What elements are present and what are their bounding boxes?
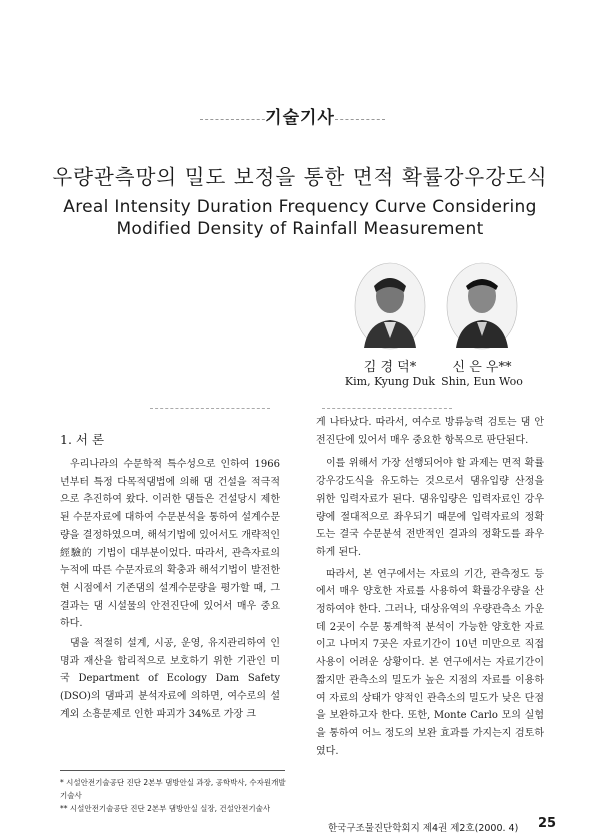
- author-1-name-en: Kim, Kyung Duk: [344, 375, 436, 388]
- page-number: 25: [538, 816, 557, 831]
- title-english-line1: Areal Intensity Duration Frequency Curve Considering: [63, 197, 537, 217]
- author-1-name-ko: 김 경 덕*: [363, 360, 417, 375]
- section-heading: 1. 서 론: [60, 432, 105, 447]
- title-english-line2: Modified Density of Rainfall Measurement: [116, 219, 484, 239]
- author-portrait-icon: [446, 262, 518, 350]
- separator-left: [150, 408, 270, 409]
- author-1: [340, 262, 440, 388]
- right-paragraph-2: 이를 위해서 가장 선행되어야 할 과제는 면적 확률강우강도식을 유도하는 것으로서 댐유입량 산정을 위한 입력자료가 된다. 댐유입량은 입력자료인 강우량에 절대적으로 좌우되기 때문에 입력자료의 정확도는 결국 수문분석 전반적인 결과의 정확도를 좌우하게 된다.: [316, 458, 544, 558]
- separator-right: [322, 408, 452, 409]
- title-english: [0, 196, 600, 240]
- right-paragraph-3: 따라서, 본 연구에서는 자료의 기간, 관측정도 등에서 매우 양호한 자료를 사용하여 확률강우량을 산정하여야 한다. 그러나, 대상유역의 우량관측소 가운데 2곳이 수문 통계학적 분석이 가능한 양호한 자료이고 나머지 7곳은 자료기간이 10년 미만으로 직접 사용이 어려운 상황이다. 본 연구에서는 자료기간이 짧지만 관측소의 밀도가 높은 지점의 자료를 이용하여 자료의 상태가 양적인 관측소의 밀도가 낮은 단점을 보완하고자 한다. 또한, Monte Carlo 모의 실험을 통하여 어느 정도의 보완 효과를 가지는지 검토하였다.: [316, 568, 544, 757]
- author-2-name-en: Shin, Eun Woo: [441, 375, 523, 388]
- footnote-1: * 시설안전기술공단 진단 2본부 댐방안실 과장, 공학박사, 수자원개발기술사: [60, 778, 286, 800]
- left-paragraph-2: 댐을 적절히 설계, 시공, 운영, 유지관리하여 인명과 재산을 합리적으로 보호하기 위한 기관인 미국 Department of Ecology Dam Safety (DSO)의 댐파괴 분석자료에 의하면, 여수로의 설계외 소흥문제로 인한 파괴가 34%로 가장 크: [60, 638, 280, 720]
- running-footer: 한국구조물진단학회지 제4권 제2호(2000. 4): [328, 823, 519, 834]
- author-portrait-icon: [354, 262, 426, 350]
- right-column: [316, 414, 544, 760]
- author-2-name-ko: 신 은 우**: [452, 360, 512, 375]
- right-paragraph-1: 게 나타났다. 따라서, 여수로 방류능력 검토는 댐 안전진단에 있어서 매우 중요한 항목으로 판단된다.: [316, 417, 544, 446]
- section-tag: 기술기사: [265, 108, 335, 128]
- title-korean: 우량관측망의 밀도 보정을 통한 면적 확률강우강도식: [52, 165, 548, 189]
- footnote-2: ** 시설안전기술공단 진단 2본부 댐방안실 실장, 건설안전기술사: [60, 804, 271, 813]
- author-2: [432, 262, 532, 388]
- footnote-separator: [60, 770, 285, 771]
- tag-line-right: [335, 119, 385, 120]
- left-column: [60, 456, 280, 724]
- left-paragraph-1: 우리나라의 수문학적 특수성으로 인하여 1966년부터 특정 다목적댐법에 의해 댐 건설을 적극적으로 추진하여 왔다. 이러한 댐들은 건설당시 제한된 수문자료에 대하여 수문분석을 통하여 설계수문량을 결정하였으며, 해석기법에 있어서도 개략적인 經驗的 기법이 대부분이었다. 따라서, 관측자료의 누적에 따른 수문자료의 확충과 해석기법이 발전한 현 시점에서 기존댐의 설계수문량을 평가할 때, 그 결과는 댐 시설물의 안전진단에 있어서 매우 중요하다.: [60, 459, 280, 630]
